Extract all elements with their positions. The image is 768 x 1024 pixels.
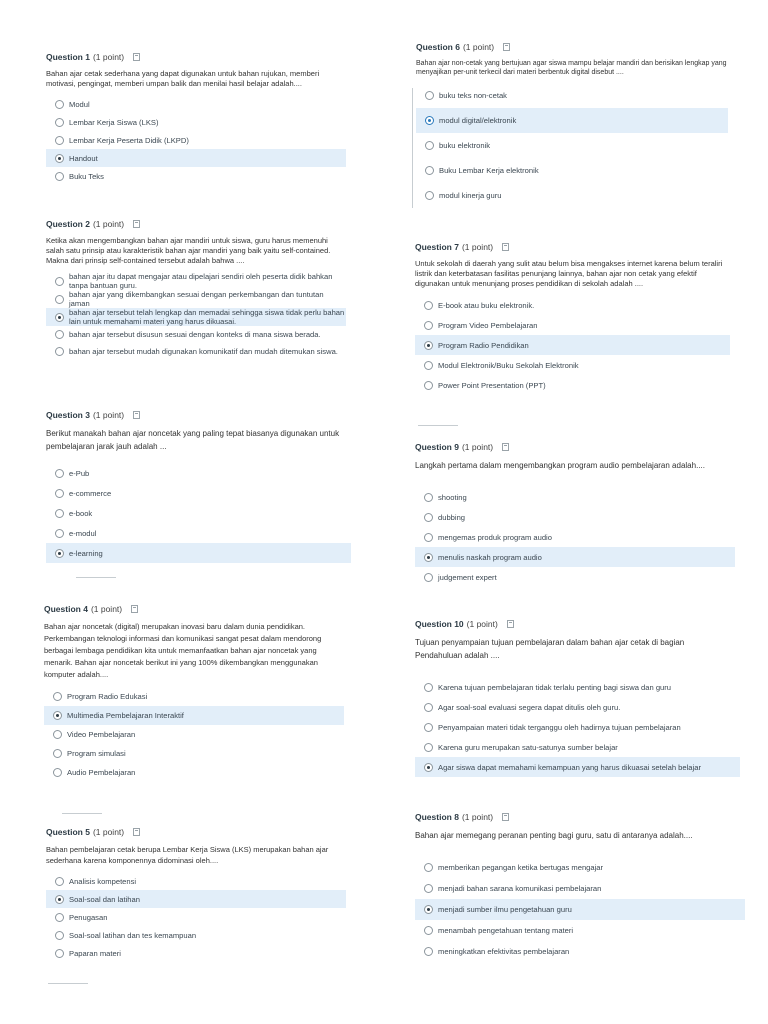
radio-icon[interactable]: [424, 743, 433, 752]
answer-label: Program Radio Edukasi: [67, 692, 148, 701]
answer-option[interactable]: [46, 483, 351, 503]
answer-label: Program Radio Pendidikan: [438, 340, 529, 350]
radio-icon[interactable]: [55, 529, 64, 538]
question-points: (1 point): [461, 242, 494, 252]
answer-label: modul digital/elektronik: [439, 116, 517, 125]
question-7: [415, 240, 730, 395]
answer-option[interactable]: [44, 725, 344, 744]
question-5: [46, 825, 346, 962]
answer-label: judgement expert: [438, 572, 497, 582]
radio-icon[interactable]: [55, 949, 64, 958]
answer-label: bahan ajar tersebut mudah digunakan komunikatif dan mudah ditemukan siswa.: [69, 347, 338, 356]
question-text: Tujuan penyampaian tujuan pembelajaran dalam bahan ajar cetak di bagian Pendahuluan adalah ....: [415, 638, 685, 660]
radio-icon[interactable]: [424, 533, 433, 542]
question-points: (1 point): [466, 619, 498, 629]
radio-icon[interactable]: [424, 926, 433, 935]
radio-icon[interactable]: [55, 136, 64, 145]
answer-label: Video Pembelajaran: [67, 730, 136, 739]
question-text: Berikut manakah bahan ajar noncetak yang paling tepat biasanya digunakan untuk pembelajaran jarak jauh adalah ...: [46, 429, 340, 451]
answer-option[interactable]: [415, 567, 735, 587]
answer-option[interactable]: [415, 295, 730, 315]
radio-icon[interactable]: [424, 703, 433, 712]
answer-option[interactable]: [415, 737, 740, 757]
answer-label: e-modul: [69, 528, 97, 538]
answer-label: Analisis kompetensi: [69, 876, 137, 886]
answer-option[interactable]: [416, 108, 728, 133]
answer-label: meningkatkan efektivitas pembelajaran: [438, 947, 570, 956]
radio-icon[interactable]: [53, 749, 62, 758]
question-title: Question 10: [415, 619, 464, 629]
answer-label: menambah pengetahuan tentang materi: [438, 926, 574, 935]
radio-icon[interactable]: [55, 877, 64, 886]
answer-option[interactable]: [415, 677, 740, 697]
answer-label: Soal-soal latihan dan tes kemampuan: [69, 930, 197, 940]
answer-option[interactable]: [415, 335, 730, 355]
radio-icon[interactable]: [424, 763, 433, 772]
radio-icon[interactable]: [424, 341, 433, 350]
answer-list: [415, 295, 730, 395]
question-3: [46, 408, 351, 563]
answer-label: bahan ajar tersebut disusun sesuai dengan konteks di mana siswa berada.: [69, 330, 321, 339]
answer-label: Soal-soal dan latihan: [69, 894, 140, 904]
radio-icon[interactable]: [55, 277, 64, 286]
answer-option[interactable]: [46, 543, 351, 563]
radio-icon[interactable]: [424, 723, 433, 732]
answer-label: Audio Pembelajaran: [67, 768, 136, 777]
radio-icon[interactable]: [55, 509, 64, 518]
question-text: Bahan pembelajaran cetak berupa Lembar Kerja Siswa (LKS) merupakan bahan ajar sederhana karena komponennya didominasi oleh....: [46, 845, 329, 865]
answer-option[interactable]: [46, 503, 351, 523]
question-text: Untuk sekolah di daerah yang sulit atau belum bisa mengakses internet karena belum teraliri listrik dan keterbatasan fasilitas penunjang lainnya, bahan ajar non cetak yang efektif digunakan untuk menunjang proses pendidikan di sekolah adalah ....: [415, 259, 723, 288]
radio-icon[interactable]: [424, 361, 433, 370]
answer-list: [46, 272, 346, 360]
answer-option[interactable]: [415, 920, 745, 941]
question-10: [415, 617, 740, 777]
radio-icon[interactable]: [425, 141, 434, 150]
answer-option[interactable]: [44, 687, 344, 706]
answer-option[interactable]: [415, 697, 740, 717]
question-title: Question 2: [46, 219, 90, 229]
answer-label: menjadi sumber ilmu pengetahuan guru: [438, 905, 572, 914]
answer-option[interactable]: [46, 343, 346, 360]
answer-list: [44, 687, 344, 782]
answer-option[interactable]: [415, 375, 730, 395]
radio-icon[interactable]: [424, 863, 433, 872]
answer-label: e-learning: [69, 548, 103, 558]
answer-label: Paparan materi: [69, 948, 121, 958]
radio-icon[interactable]: [55, 295, 64, 304]
answer-label: Program simulasi: [67, 749, 126, 758]
answer-label: mengemas produk program audio: [438, 532, 552, 542]
question-title: Question 8: [415, 812, 459, 822]
answer-label: buku teks non-cetak: [439, 91, 507, 100]
answer-label: bahan ajar itu dapat mengajar atau dipelajari sendiri oleh peserta didik bahkan tanpa bantuan guru.: [69, 272, 333, 290]
flag-icon[interactable]: [502, 243, 509, 251]
question-points: (1 point): [90, 604, 123, 614]
answer-list: [46, 872, 346, 962]
answer-label: shooting: [438, 492, 467, 502]
answer-label: Agar siswa dapat memahami kemampuan yang harus dikuasai setelah belajar: [438, 762, 701, 772]
separator: [48, 983, 88, 984]
answer-label: e-commerce: [69, 488, 112, 498]
question-text: Ketika akan mengembangkan bahan ajar mandiri untuk siswa, guru harus memenuhi salah satu prinsip atau karakteristik bahan ajar mandiri yang baik yaitu self-contained. Makna dari prinsip self-contained tersebut adalah bahwa ....: [46, 236, 331, 265]
answer-option[interactable]: [415, 487, 735, 507]
question-8: [415, 810, 745, 962]
question-1: [46, 50, 346, 185]
radio-icon[interactable]: [55, 549, 64, 558]
answer-option[interactable]: [46, 326, 346, 343]
answer-option[interactable]: [46, 908, 346, 926]
answer-label: Buku Teks: [69, 171, 104, 181]
radio-icon[interactable]: [53, 730, 62, 739]
answer-option[interactable]: [46, 272, 346, 290]
flag-icon[interactable]: [133, 411, 140, 419]
answer-option[interactable]: [46, 95, 346, 113]
answer-label: buku elektronik: [439, 141, 491, 150]
separator: [412, 88, 413, 208]
question-text: Bahan ajar noncetak (digital) merupakan inovasi baru dalam dunia pendidikan. Perkembangan teknologi informasi dan komunikasi sangat pesat dalam mendorong berbagai lembaga pendidikan kita untuk memanfaatkan bahan ajar noncetak yang menarik. Bahan ajar noncetak berikut ini yang 100% dikembangkan menggunakan komputer adalah....: [44, 622, 322, 679]
radio-icon[interactable]: [55, 489, 64, 498]
answer-label: bahan ajar tersebut telah lengkap dan memadai sehingga siswa tidak perlu bahan lain untuk memahami materi yang harus dikuasai.: [69, 308, 345, 326]
answer-option[interactable]: [46, 926, 346, 944]
answer-list: [416, 83, 728, 208]
answer-option[interactable]: [415, 717, 740, 737]
answer-option[interactable]: [46, 872, 346, 890]
question-title: Question 6: [416, 42, 460, 52]
answer-label: bahan ajar yang dikembangkan sesuai dengan perkembangan dan tuntutan jaman: [69, 290, 324, 308]
answer-label: Modul: [69, 99, 90, 109]
answer-option[interactable]: [415, 355, 730, 375]
answer-option[interactable]: [415, 547, 735, 567]
answer-option[interactable]: [415, 507, 735, 527]
answer-option[interactable]: [415, 857, 745, 878]
answer-option[interactable]: [44, 763, 344, 782]
question-title: Question 9: [415, 442, 459, 452]
answer-option[interactable]: [46, 523, 351, 543]
radio-icon[interactable]: [55, 172, 64, 181]
flag-icon[interactable]: [131, 605, 138, 613]
answer-option[interactable]: [46, 890, 346, 908]
radio-icon[interactable]: [55, 100, 64, 109]
flag-icon[interactable]: [502, 813, 509, 821]
answer-option[interactable]: [46, 290, 346, 308]
answer-list: [415, 677, 740, 777]
separator: [418, 425, 458, 426]
radio-icon[interactable]: [55, 913, 64, 922]
question-text: Bahan ajar memegang peranan penting bagi guru, satu di antaranya adalah....: [415, 831, 693, 840]
answer-label: Agar soal-soal evaluasi segera dapat ditulis oleh guru.: [438, 702, 621, 712]
question-9: [415, 440, 735, 587]
separator: [62, 813, 102, 814]
answer-label: Karena guru merupakan satu-satunya sumber belajar: [438, 742, 618, 752]
question-points: (1 point): [461, 442, 494, 452]
question-points: (1 point): [92, 52, 125, 62]
answer-label: Multimedia Pembelajaran Interaktif: [67, 711, 184, 720]
answer-list: [415, 487, 735, 587]
answer-option[interactable]: [416, 158, 728, 183]
question-points: (1 point): [461, 812, 494, 822]
answer-label: Lembar Kerja Peserta Didik (LKPD): [69, 135, 189, 145]
question-title: Question 3: [46, 410, 90, 420]
answer-label: Lembar Kerja Siswa (LKS): [69, 117, 159, 127]
question-points: (1 point): [92, 410, 125, 420]
answer-option[interactable]: [416, 83, 728, 108]
answer-label: e-Pub: [69, 468, 90, 478]
question-6: [416, 40, 728, 208]
question-2: [46, 217, 346, 360]
radio-icon[interactable]: [425, 91, 434, 100]
radio-icon[interactable]: [424, 493, 433, 502]
radio-icon[interactable]: [425, 191, 434, 200]
answer-option[interactable]: [415, 899, 745, 920]
answer-label: Penugasan: [69, 912, 108, 922]
answer-option[interactable]: [44, 706, 344, 725]
answer-option[interactable]: [46, 463, 351, 483]
radio-icon[interactable]: [424, 301, 433, 310]
answer-option[interactable]: [46, 308, 346, 326]
answer-option[interactable]: [46, 131, 346, 149]
radio-icon[interactable]: [424, 553, 433, 562]
answer-label: Karena tujuan pembelajaran tidak terlalu penting bagi siswa dan guru: [438, 682, 672, 692]
answer-option[interactable]: [46, 167, 346, 185]
radio-icon[interactable]: [53, 692, 62, 701]
answer-option[interactable]: [46, 149, 346, 167]
flag-icon[interactable]: [133, 53, 140, 61]
question-text: Langkah pertama dalam mengembangkan program audio pembelajaran adalah....: [415, 461, 705, 470]
radio-icon[interactable]: [53, 711, 62, 720]
radio-icon[interactable]: [424, 321, 433, 330]
answer-option[interactable]: [416, 183, 728, 208]
answer-label: memberikan pegangan ketika bertugas mengajar: [438, 863, 604, 872]
radio-icon[interactable]: [425, 166, 434, 175]
answer-label: modul kinerja guru: [439, 191, 502, 200]
answer-option[interactable]: [415, 941, 745, 962]
answer-label: Power Point Presentation (PPT): [438, 380, 546, 390]
answer-list: [46, 463, 351, 563]
question-points: (1 point): [462, 42, 495, 52]
radio-icon[interactable]: [55, 313, 64, 322]
radio-icon[interactable]: [424, 884, 433, 893]
question-title: Question 4: [44, 604, 88, 614]
radio-icon[interactable]: [53, 768, 62, 777]
answer-label: Penyampaian materi tidak terganggu oleh hadirnya tujuan pembelajaran: [438, 722, 681, 732]
answer-option[interactable]: [416, 133, 728, 158]
answer-label: Program Video Pembelajaran: [438, 320, 538, 330]
separator: [76, 577, 116, 578]
answer-label: menjadi bahan sarana komunikasi pembelajaran: [438, 884, 602, 893]
answer-option[interactable]: [46, 944, 346, 962]
answer-label: e-book: [69, 508, 93, 518]
answer-list: [415, 857, 745, 962]
answer-option[interactable]: [415, 527, 735, 547]
answer-label: Modul Elektronik/Buku Sekolah Elektronik: [438, 360, 579, 370]
radio-icon[interactable]: [55, 330, 64, 339]
question-4: [44, 602, 344, 782]
flag-icon[interactable]: [133, 828, 140, 836]
radio-icon[interactable]: [424, 573, 433, 582]
flag-icon[interactable]: [502, 443, 509, 451]
radio-icon[interactable]: [424, 513, 433, 522]
question-points: (1 point): [92, 827, 125, 837]
question-text: Bahan ajar cetak sederhana yang dapat digunakan untuk bahan rujukan, memberi motivasi, pengingat, memberi umpan balik dan menilai hasil belajar adalah....: [46, 69, 320, 88]
radio-icon[interactable]: [424, 905, 433, 914]
radio-icon[interactable]: [55, 347, 64, 356]
answer-label: menulis naskah program audio: [438, 552, 542, 562]
radio-icon[interactable]: [424, 683, 433, 692]
radio-icon[interactable]: [424, 381, 433, 390]
answer-option[interactable]: [46, 113, 346, 131]
answer-option[interactable]: [415, 757, 740, 777]
answer-option[interactable]: [415, 315, 730, 335]
flag-icon[interactable]: [133, 220, 140, 228]
radio-icon[interactable]: [55, 931, 64, 940]
radio-icon[interactable]: [425, 116, 434, 125]
question-points: (1 point): [92, 219, 125, 229]
question-title: Question 5: [46, 827, 90, 837]
radio-icon[interactable]: [55, 154, 64, 163]
question-title: Question 1: [46, 52, 90, 62]
question-text: Bahan ajar non-cetak yang bertujuan agar siswa mampu belajar mandiri dan berisikan lengkap yang menyajikan per-unit terkecil dari materi berbentuk digital disebut ....: [416, 60, 727, 76]
flag-icon[interactable]: [503, 43, 510, 51]
question-title: Question 7: [415, 242, 459, 252]
radio-icon[interactable]: [55, 469, 64, 478]
radio-icon[interactable]: [55, 895, 64, 904]
radio-icon[interactable]: [424, 947, 433, 956]
answer-label: dubbing: [438, 512, 466, 522]
radio-icon[interactable]: [55, 118, 64, 127]
answer-option[interactable]: [415, 878, 745, 899]
answer-label: Buku Lembar Kerja elektronik: [439, 166, 539, 175]
answer-label: E-book atau buku elektronik.: [438, 300, 535, 310]
flag-icon[interactable]: [507, 620, 514, 628]
answer-label: Handout: [69, 153, 98, 163]
answer-list: [46, 95, 346, 185]
answer-option[interactable]: [44, 744, 344, 763]
